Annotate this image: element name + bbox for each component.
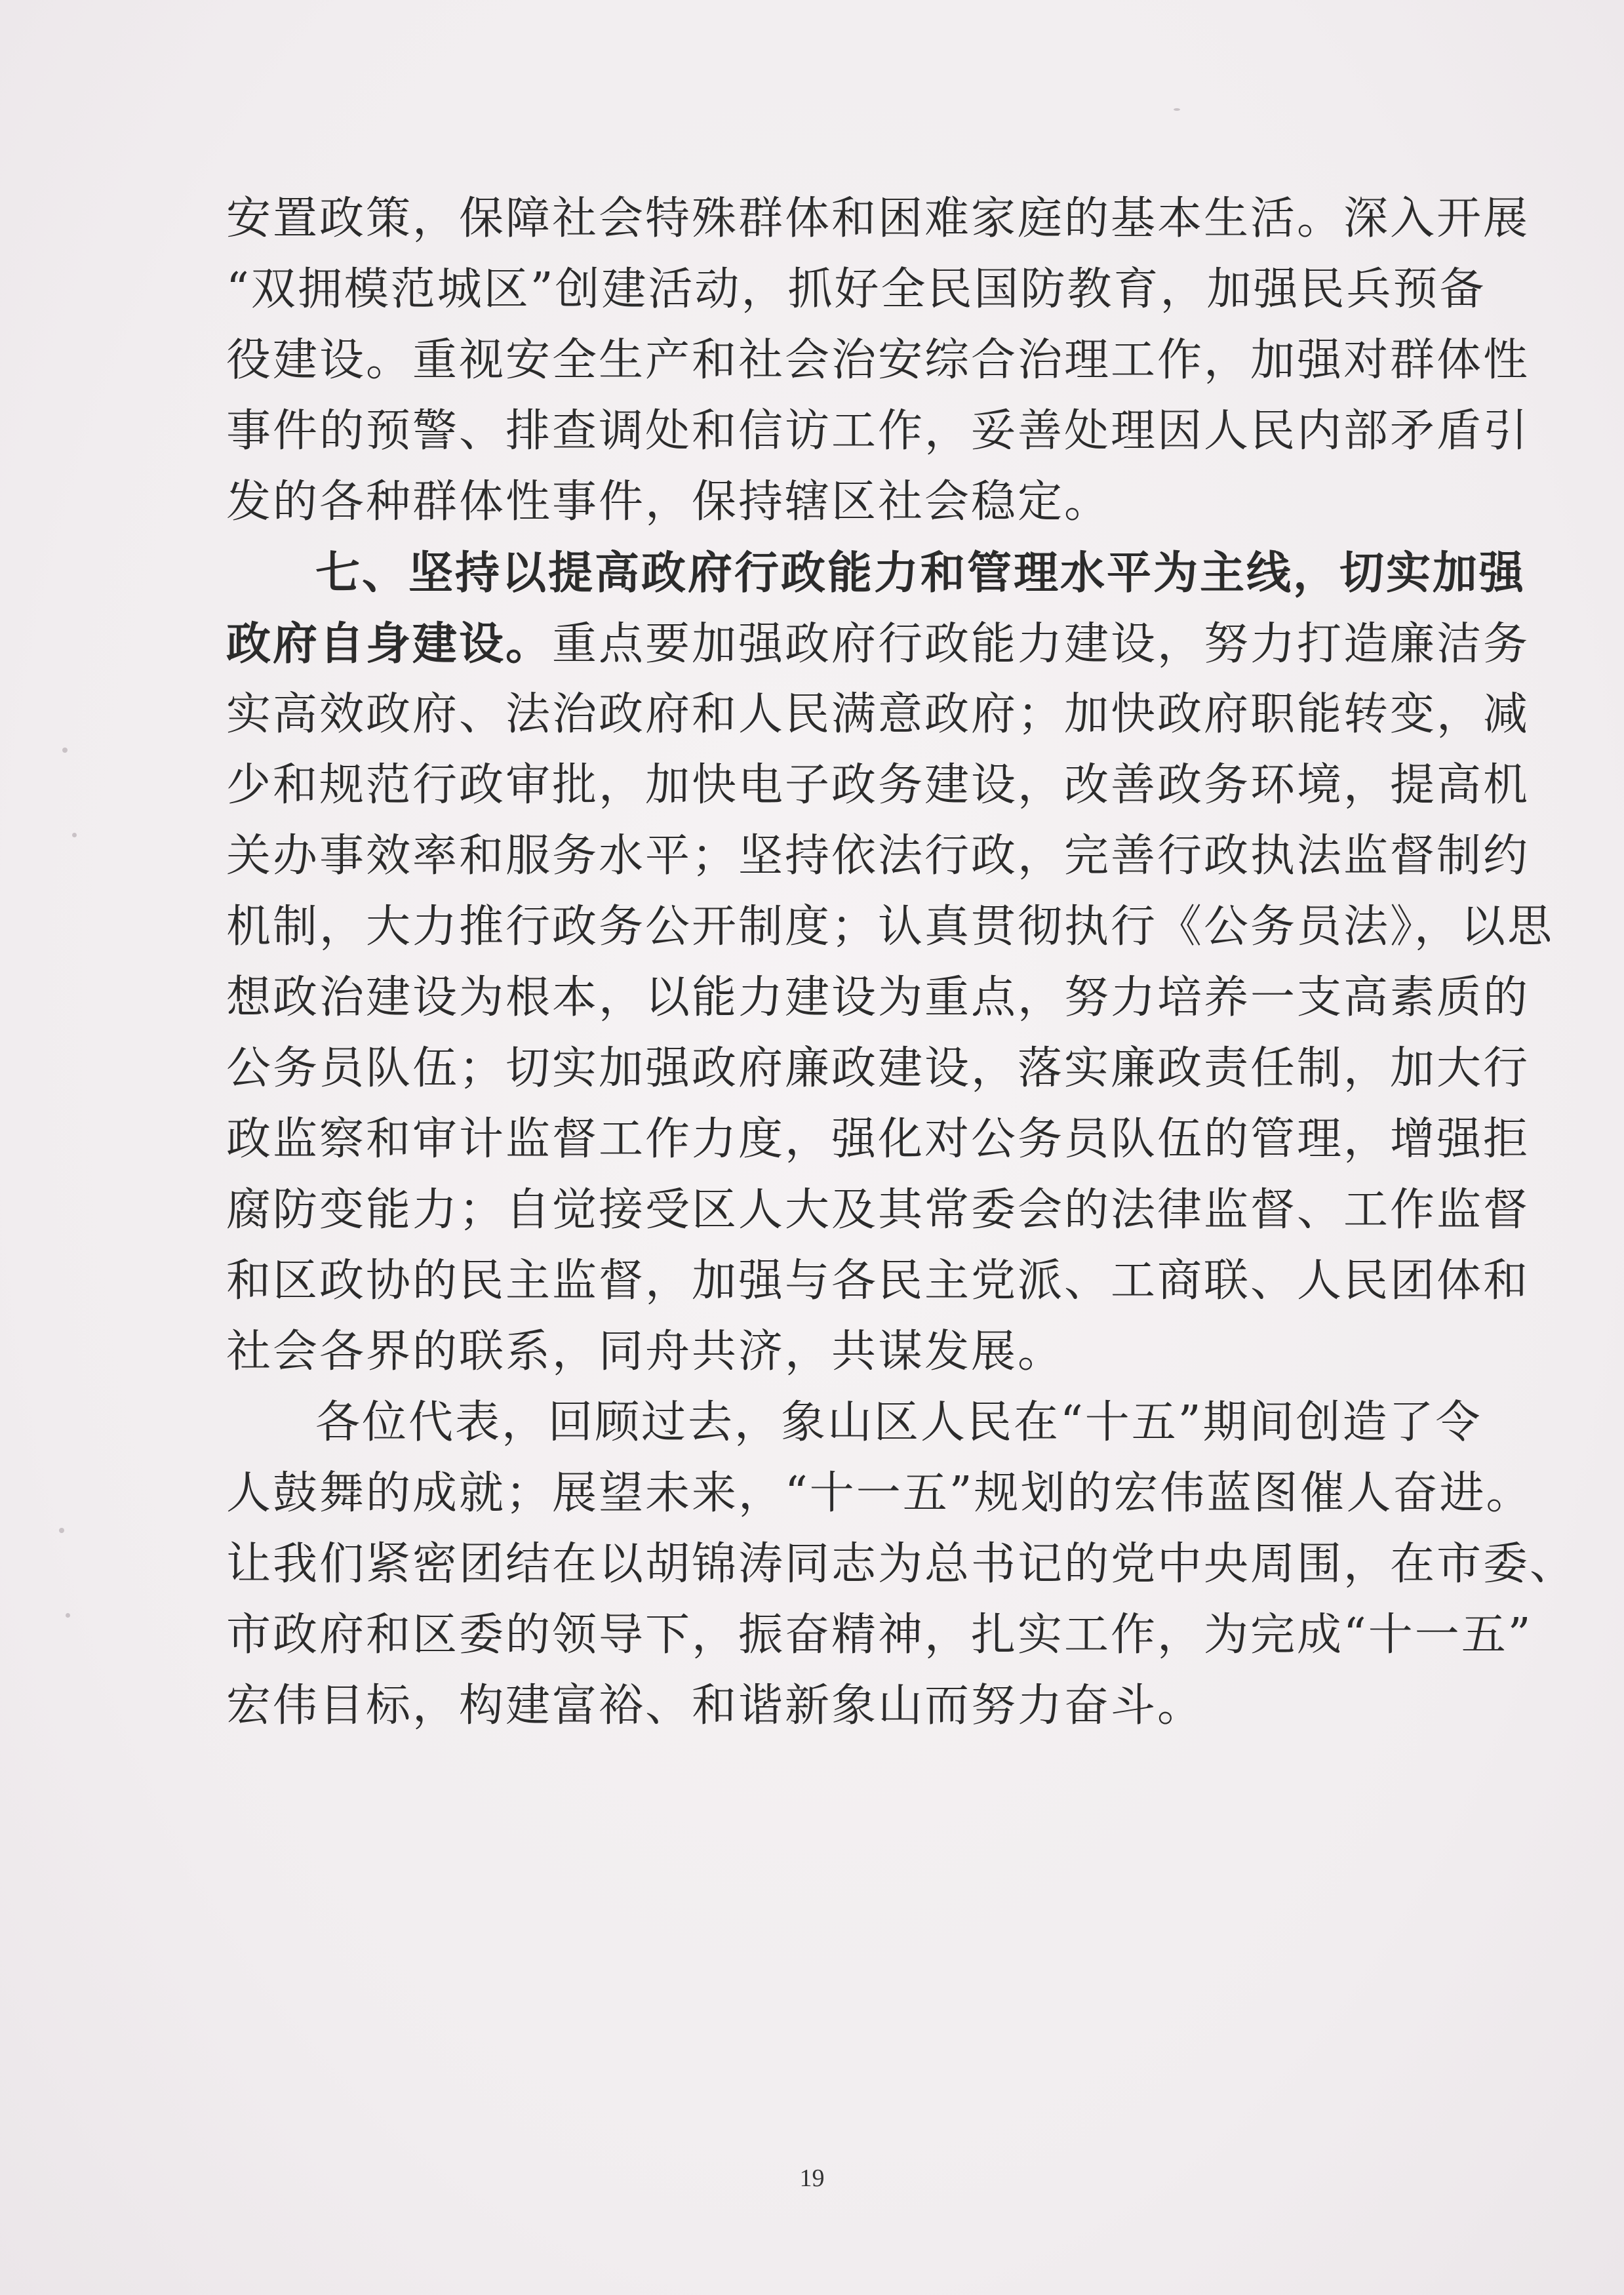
paper-speck — [59, 1528, 64, 1533]
text-line: 公务员队伍；切实加强政府廉政建设，落实廉政责任制，加大行 — [226, 1043, 1530, 1094]
text-line: 关办事效率和服务水平；坚持依法行政，完善行政执法监督制约 — [226, 830, 1530, 882]
text-line: 想政治建设为根本，以能力建设为重点，努力培养一支高素质的 — [226, 972, 1530, 1024]
text-line: 腐防变能力；自觉接受区人大及其常委会的法律监督、工作监督 — [226, 1184, 1530, 1236]
text-line: 人鼓舞的成就；展望未来，“十一五”规划的宏伟蓝图催人奋进。 — [226, 1467, 1533, 1519]
paper-speck — [1174, 108, 1180, 111]
text-line: 各位代表，回顾过去，象山区人民在“十五”期间创造了令 — [315, 1397, 1482, 1448]
text-line: 事件的预警、排查调处和信访工作，妥善处理因人民内部矛盾引 — [226, 405, 1530, 457]
text-line: 社会各界的联系，同舟共济，共谋发展。 — [226, 1326, 1065, 1378]
paper-speck — [66, 1613, 70, 1618]
text-line: 实高效政府、法治政府和人民满意政府；加快政府职能转变，减 — [226, 688, 1530, 740]
text-line: 役建设。重视安全生产和社会治安综合治理工作，加强对群体性 — [226, 334, 1530, 386]
text-line — [226, 609, 1530, 679]
text-line: 发的各种群体性事件，保持辖区社会稳定。 — [226, 476, 1111, 528]
paper-speck — [62, 748, 68, 753]
text-line: 少和规范行政审批，加快电子政务建设，改善政务环境，提高机 — [226, 759, 1530, 811]
text-line: “双拥模范城区”创建活动，抓好全民国防教育，加强民兵预备 — [226, 264, 1486, 315]
text-line: 和区政协的民主监督，加强与各民主党派、工商联、人民团体和 — [226, 1255, 1530, 1307]
text-line: 政监察和审计监督工作力度，强化对公务员队伍的管理，增强拒 — [226, 1113, 1530, 1165]
text-line: 机制，大力推行政务公开制度；认真贯彻执行《公务员法》，以思 — [226, 901, 1555, 953]
text-line: 让我们紧密团结在以胡锦涛同志为总书记的党中央周围，在市委、 — [226, 1538, 1577, 1590]
text-line: 宏伟目标，构建富裕、和谐新象山而努力奋斗。 — [226, 1680, 1204, 1732]
section-heading-end: 政府自身建设。 — [226, 618, 553, 670]
paper-speck — [72, 833, 77, 837]
section-heading: 七、坚持以提高政府行政能力和管理水平为主线，切实加强 — [315, 547, 1526, 599]
page-number: 19 — [799, 2165, 825, 2192]
body-text — [226, 184, 1577, 1742]
text-line: 市政府和区委的领导下，振奋精神，扎实工作，为完成“十一五” — [226, 1609, 1533, 1661]
text-line-rest: 重点要加强政府行政能力建设，努力打造廉洁务 — [552, 618, 1530, 670]
text-line: 安置政策，保障社会特殊群体和困难家庭的基本生活。深入开展 — [226, 193, 1530, 245]
